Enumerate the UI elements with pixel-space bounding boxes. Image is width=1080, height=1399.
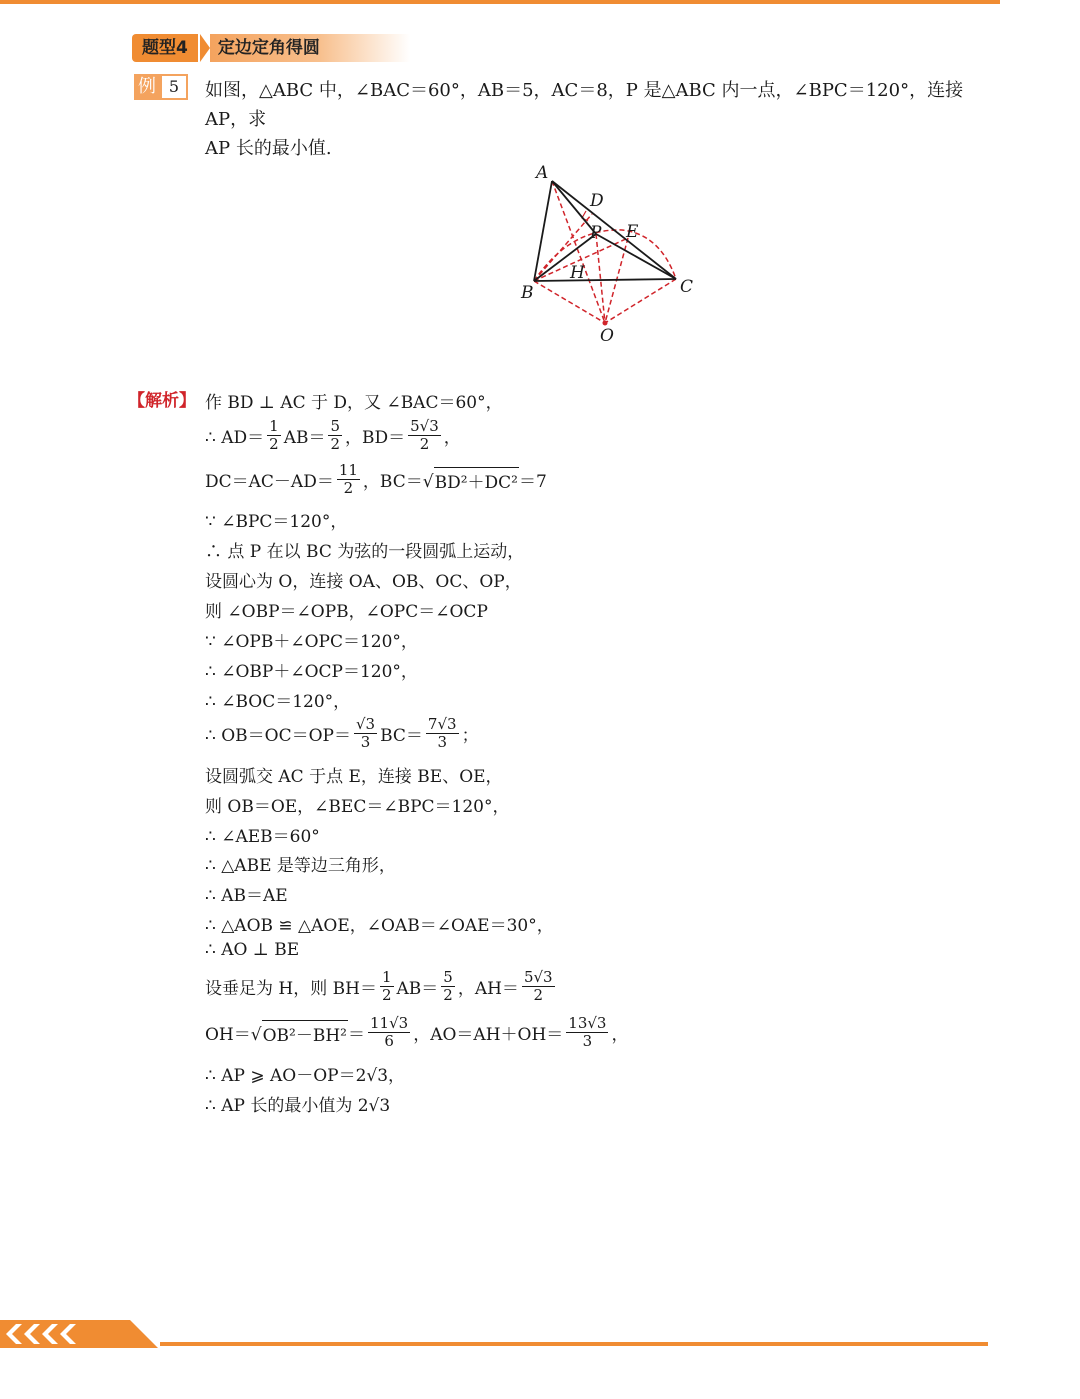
text-segment: ∴ AD＝ (205, 428, 265, 448)
example-number: 5 (160, 74, 188, 100)
denominator: 3 (582, 1032, 593, 1050)
denominator: 2 (533, 986, 544, 1004)
solution-line-12: 设圆弧交 AC 于点 E，连接 BE、OE， (205, 767, 503, 787)
numerator: 7√3 (427, 715, 457, 733)
denominator: 2 (381, 986, 392, 1004)
denominator: 2 (419, 435, 430, 453)
text-segment: AB＝ (396, 979, 439, 999)
solution-line-19 (205, 969, 558, 1004)
solution-line-8: ∵ ∠OPB＋∠OPC＝120°， (205, 632, 418, 652)
solution-line-9: ∴ ∠OBP＋∠OCP＝120°， (205, 662, 418, 682)
numerator: 1 (269, 417, 279, 435)
text-segment: ，BC＝√ (362, 472, 434, 492)
label-o: O (600, 326, 614, 346)
solution-line-10: ∴ ∠BOC＝120°， (205, 692, 351, 712)
solution-line-20 (205, 1015, 628, 1050)
text-segment: ＝ (348, 1025, 365, 1045)
fraction (522, 969, 555, 1004)
section-tag: 题型4 (132, 34, 198, 62)
label-h: H (570, 263, 585, 283)
text-segment: ∴ OB＝OC＝OP＝ (205, 726, 351, 746)
point-o-dot (603, 321, 608, 326)
fraction (337, 462, 360, 497)
top-rule (0, 0, 1000, 4)
example-badge (134, 74, 188, 100)
numerator: 5 (330, 417, 341, 435)
numerator: 11 (338, 461, 358, 479)
problem-statement (205, 76, 1005, 163)
solution-label: 【解析】 (128, 391, 196, 411)
text-segment: ＝7 (518, 472, 547, 492)
fraction (408, 418, 441, 453)
line-bo (534, 281, 605, 323)
solution-line-21: ∴ AP ⩾ AO－OP＝2√3， (205, 1066, 406, 1086)
text-segment: 设垂足为 H，则 BH＝ (205, 979, 377, 999)
fraction (426, 716, 459, 751)
solution-line-22: ∴ AP 长的最小值为 2√3 (205, 1096, 391, 1116)
denominator: 3 (437, 733, 448, 751)
side-bc (534, 279, 676, 281)
solution-line-3 (205, 462, 547, 497)
problem-line-2: AP 长的最小值. (205, 138, 332, 159)
fraction (441, 969, 455, 1004)
side-ab (534, 181, 552, 281)
numerator: 5 (443, 968, 453, 986)
section-arrow-icon (200, 34, 210, 62)
denominator: 2 (443, 986, 453, 1004)
numerator: 13√3 (568, 1014, 607, 1032)
numerator: 5√3 (523, 968, 553, 986)
solution-line-6: 设圆心为 O，连接 OA、OB、OC、OP， (205, 572, 522, 592)
text-segment: ； (461, 726, 479, 746)
label-c: C (680, 277, 694, 297)
text-segment: ， (611, 1025, 629, 1045)
text-segment: ，AH＝ (457, 979, 519, 999)
text-segment: OH＝√ (205, 1025, 262, 1045)
numerator: 5√3 (410, 417, 439, 435)
footer-chevrons-icon (0, 1320, 160, 1348)
solution-line-2 (205, 418, 461, 453)
denominator: 3 (360, 733, 371, 751)
radicand: BD²＋DC² (434, 467, 519, 493)
text-segment: AB＝ (283, 428, 326, 448)
fraction (354, 716, 377, 751)
label-d: D (590, 191, 604, 211)
label-a: A (536, 163, 549, 183)
solution-line-11 (205, 716, 479, 751)
label-p: P (590, 223, 602, 243)
solution-line-13: 则 OB＝OE，∠BEC＝∠BPC＝120°， (205, 797, 510, 817)
text-segment: ，BD＝ (345, 428, 406, 448)
problem-line-1: 如图，△ABC 中，∠BAC＝60°，AB＝5，AC＝8，P 是△ABC 内一点，∠BPC＝120°，连接 AP，求 (205, 80, 964, 130)
section-header (132, 34, 410, 62)
text-segment: BC＝ (380, 726, 423, 746)
text-segment: DC＝AC－AD＝ (205, 472, 334, 492)
label-b: B (521, 283, 534, 303)
fraction (368, 1015, 410, 1050)
numerator: √3 (355, 715, 376, 733)
example-tag: 例 (134, 74, 160, 100)
text-segment: ， (443, 428, 461, 448)
solution-line-17: ∴ △AOB ≌ △AOE，∠OAB＝∠OAE＝30°， (205, 916, 554, 936)
solution-line-15: ∴ △ABE 是等边三角形， (205, 856, 396, 876)
solution-line-14: ∴ ∠AEB＝60° (205, 827, 320, 847)
geometry-figure (500, 158, 720, 348)
radicand: OB²－BH² (262, 1020, 348, 1046)
text-segment: ，AO＝AH＋OH＝ (413, 1025, 564, 1045)
denominator: 6 (384, 1032, 394, 1050)
fraction (566, 1015, 608, 1050)
numerator: 11√3 (370, 1014, 409, 1032)
solution-line-5: ∴ 点 P 在以 BC 为弦的一段圆弧上运动， (205, 542, 525, 562)
denominator: 2 (269, 435, 279, 453)
denominator: 2 (330, 435, 341, 453)
fraction (267, 418, 281, 453)
fraction (380, 969, 394, 1004)
fraction (328, 418, 342, 453)
footer-rule (160, 1342, 988, 1346)
section-title: 定边定角得圆 (210, 34, 410, 62)
numerator: 1 (381, 968, 392, 986)
solution-line-1: 作 BD ⊥ AC 于 D，又 ∠BAC＝60°， (205, 393, 503, 413)
solution-line-4: ∵ ∠BPC＝120°， (205, 512, 348, 532)
solution-line-18: ∴ AO ⊥ BE (205, 940, 300, 960)
solution-line-7: 则 ∠OBP＝∠OPB，∠OPC＝∠OCP (205, 602, 488, 622)
solution-line-16: ∴ AB＝AE (205, 886, 288, 906)
label-e: E (626, 222, 639, 242)
denominator: 2 (343, 479, 354, 497)
